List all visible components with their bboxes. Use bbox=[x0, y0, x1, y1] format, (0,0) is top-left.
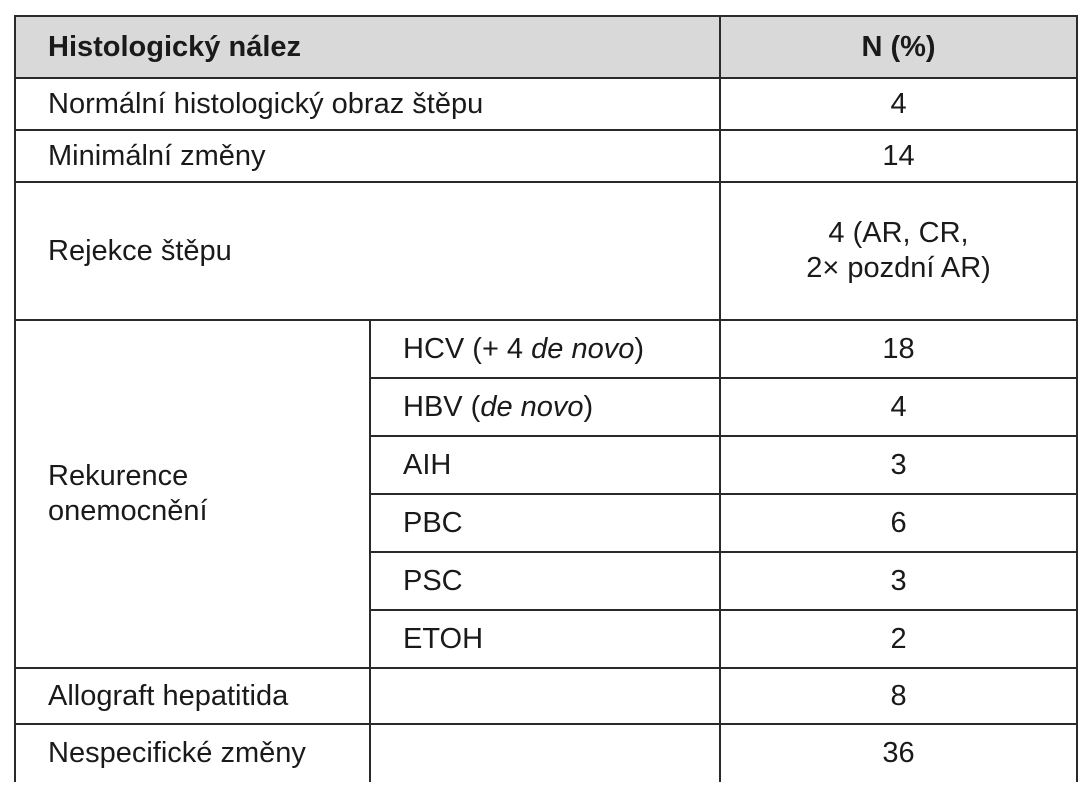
table-header-row bbox=[15, 16, 1077, 78]
row-label-rejection: Rejekce štěpu bbox=[15, 182, 720, 320]
table-row bbox=[15, 724, 1077, 782]
subrow-label-hcv bbox=[370, 320, 720, 378]
header-count-percent: N (%) bbox=[720, 16, 1077, 78]
recurrence-label-line2: onemocnění bbox=[48, 495, 208, 527]
subrow-label-aih: AIH bbox=[370, 436, 720, 494]
row-value-allograft-hepatitis: 8 bbox=[720, 668, 1077, 724]
subrow-label-etoh: ETOH bbox=[370, 610, 720, 668]
subrow-value-etoh: 2 bbox=[720, 610, 1077, 668]
subrow-label-hbv bbox=[370, 378, 720, 436]
row-label-nonspecific: Nespecifické změny bbox=[15, 724, 370, 782]
header-histology-finding: Histologický nález bbox=[15, 16, 720, 78]
table-row bbox=[15, 182, 1077, 320]
histology-table-container bbox=[14, 15, 1076, 782]
subrow-value-pbc: 6 bbox=[720, 494, 1077, 552]
row-label-normal: Normální histologický obraz štěpu bbox=[15, 78, 720, 130]
hcv-text-italic: de novo bbox=[531, 332, 635, 365]
table-row bbox=[15, 130, 1077, 182]
subrow-value-psc: 3 bbox=[720, 552, 1077, 610]
row-value-rejection bbox=[720, 182, 1077, 320]
subrow-value-hbv: 4 bbox=[720, 378, 1077, 436]
hbv-text-italic: de novo bbox=[480, 390, 584, 423]
row-value-nonspecific: 36 bbox=[720, 724, 1077, 782]
row-empty-allograft bbox=[370, 668, 720, 724]
histology-table bbox=[14, 15, 1078, 782]
row-label-recurrence bbox=[15, 320, 370, 668]
hcv-text-pre: HCV (+ 4 bbox=[403, 332, 532, 365]
subrow-label-psc: PSC bbox=[370, 552, 720, 610]
rejection-value-line2: 2× pozdní AR) bbox=[806, 252, 991, 284]
hbv-text-post: ) bbox=[583, 390, 594, 423]
row-value-minimal: 14 bbox=[720, 130, 1077, 182]
rejection-value-line1: 4 (AR, CR, bbox=[828, 217, 969, 249]
subrow-value-hcv: 18 bbox=[720, 320, 1077, 378]
row-label-allograft-hepatitis: Allograft hepatitida bbox=[15, 668, 370, 724]
row-value-normal: 4 bbox=[720, 78, 1077, 130]
subrow-value-aih: 3 bbox=[720, 436, 1077, 494]
row-empty-nonspecific bbox=[370, 724, 720, 782]
row-label-minimal: Minimální změny bbox=[15, 130, 720, 182]
hbv-text-pre: HBV ( bbox=[403, 390, 481, 423]
subrow-label-pbc: PBC bbox=[370, 494, 720, 552]
table-row bbox=[15, 78, 1077, 130]
hcv-text-post: ) bbox=[634, 332, 644, 365]
table-row bbox=[15, 668, 1077, 724]
recurrence-label-line1: Rekurence bbox=[48, 460, 189, 492]
table-row bbox=[15, 320, 1077, 378]
